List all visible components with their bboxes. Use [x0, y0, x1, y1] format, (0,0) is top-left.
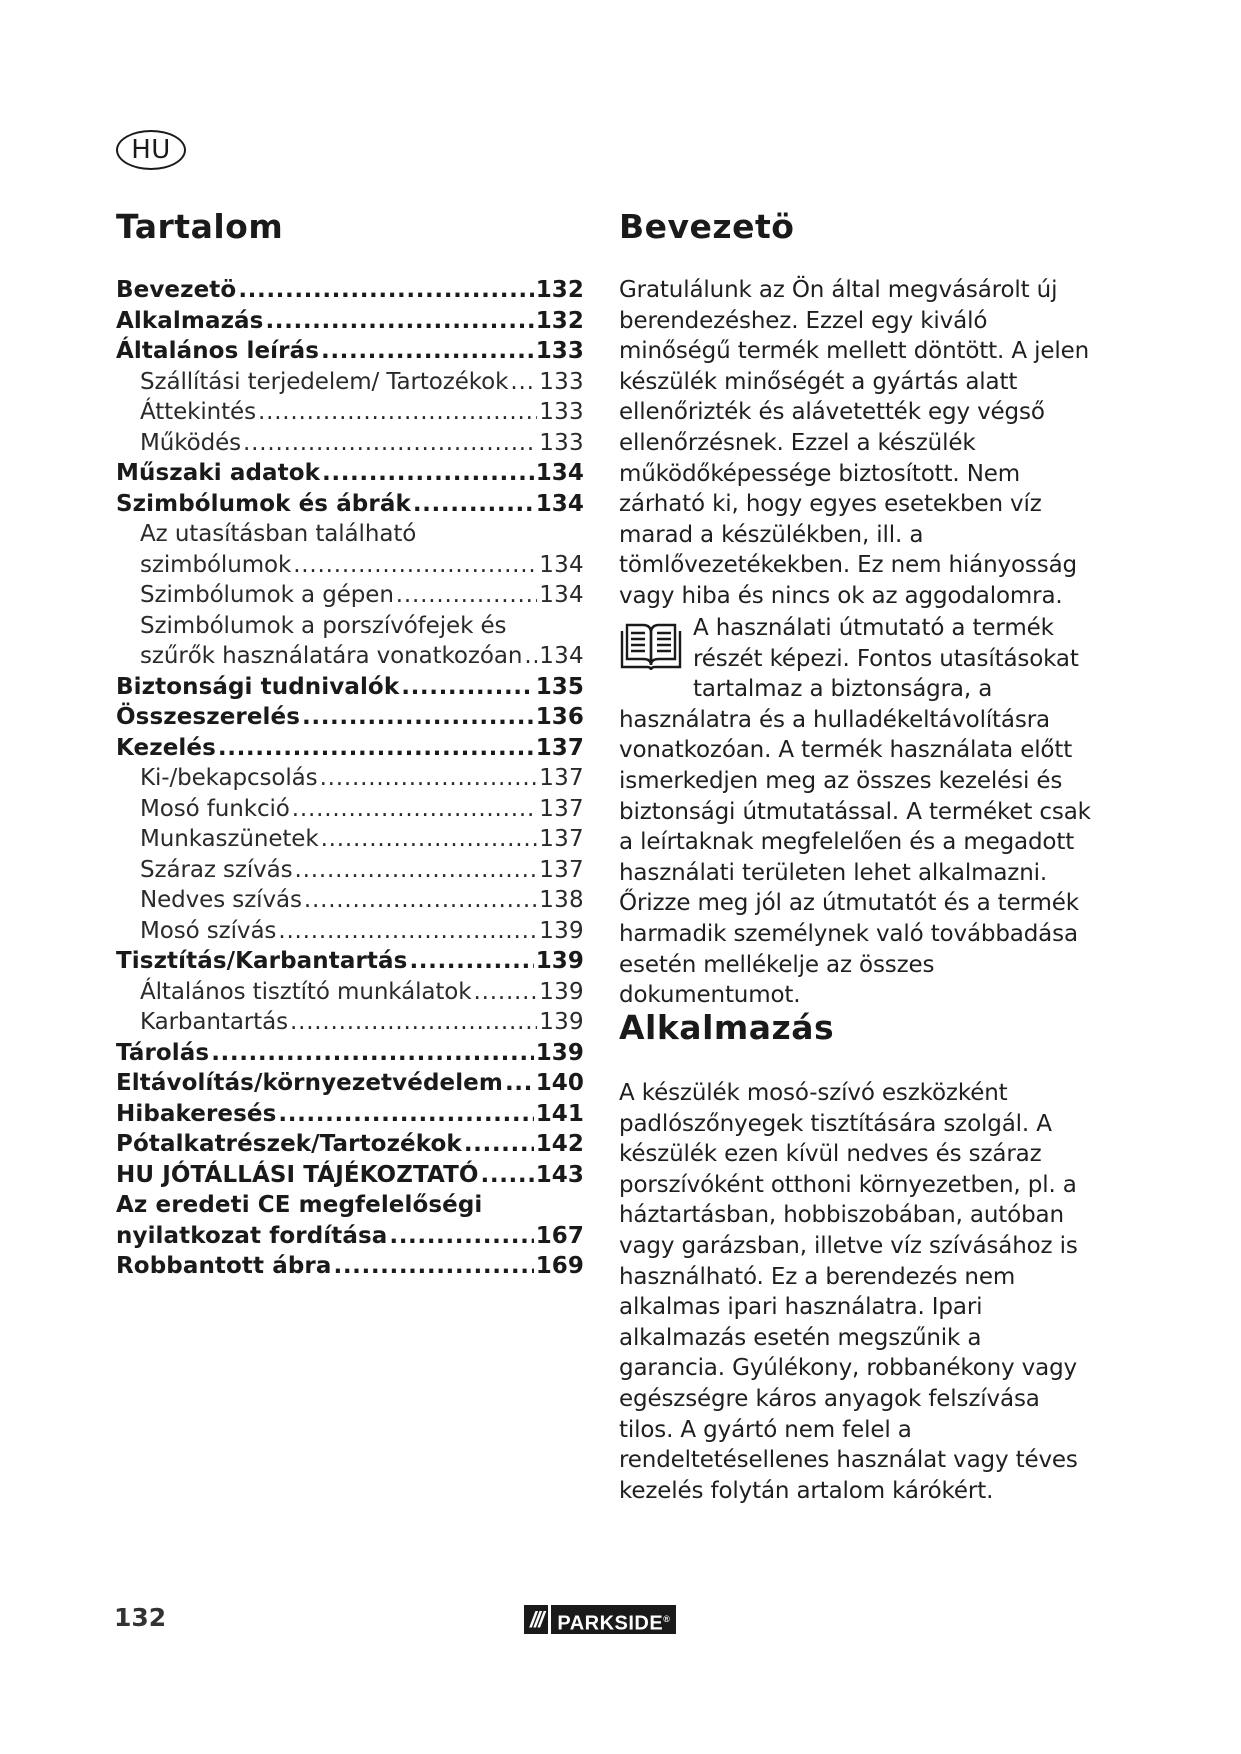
parkside-logo [524, 1605, 676, 1634]
toc-leader-dots [218, 735, 534, 761]
toc-entry-page: 169 [535, 1253, 584, 1279]
toc-leader-dots [243, 430, 537, 456]
toc-entry [116, 735, 584, 766]
intro-title: Bevezetö [619, 207, 795, 246]
toc-entry-page: 138 [539, 887, 584, 913]
page-number: 132 [114, 1603, 167, 1632]
toc-entry-page: 133 [539, 399, 584, 425]
toc-entry [116, 521, 584, 552]
toc-entry [116, 613, 584, 644]
toc-entry-label: Az utasításban található [140, 521, 417, 547]
toc-entry [116, 1040, 584, 1071]
toc-leader-dots [321, 826, 538, 852]
toc-entry-label: Mosó funkció [140, 795, 290, 822]
toc-entry-page: 139 [539, 978, 584, 1005]
toc-entry [116, 1223, 584, 1254]
toc-entry-page: 134 [535, 460, 584, 486]
toc-entry-label: Karbantartás [140, 1009, 288, 1035]
toc-entry-page: 137 [535, 734, 584, 761]
toc-entry-page: 134 [539, 582, 584, 608]
usage-title: Alkalmazás [619, 1008, 835, 1047]
toc-leader-dots [510, 369, 537, 395]
toc-entry-page: 167 [535, 1222, 584, 1249]
toc-entry [116, 643, 584, 674]
toc-entry-page: 133 [539, 429, 584, 456]
toc-leader-dots [481, 1162, 534, 1188]
toc-entry [116, 491, 584, 522]
toc-entry [116, 430, 584, 461]
intro-text [619, 275, 1094, 612]
toc-entry-label: Tisztítás/Karbantartás [116, 948, 408, 974]
toc-entry [116, 308, 584, 339]
toc-entry [116, 1070, 584, 1101]
toc-entry [116, 857, 584, 888]
toc-entry [116, 338, 584, 369]
logo-brand: PARKSIDE® [557, 1612, 671, 1635]
toc-leader-dots [295, 857, 538, 883]
toc-entry-label: Ki-/bekapcsolás [140, 765, 318, 791]
toc-leader-dots [322, 460, 534, 486]
toc-entry-page: 134 [535, 490, 584, 517]
toc-entry-label: Száraz szívás [140, 856, 293, 883]
toc-entry [116, 796, 584, 827]
toc-entry-page: 133 [539, 368, 584, 395]
toc-entry-label: Tárolás [116, 1039, 210, 1066]
toc-leader-dots [293, 552, 537, 578]
toc-entry-page: 139 [535, 1039, 584, 1066]
manual-note [619, 613, 1094, 1011]
toc-entry-label: Alkalmazás [116, 307, 264, 334]
language-badge: HU [116, 130, 186, 170]
toc-entry-label: szimbólumok [140, 551, 292, 578]
intro-paragraph: Gratulálunk az Ön által megvásárolt új berendezéshez. Ezzel egy kiváló minőségű termék mellett döntött. A jelen készülék minőségét a gyártás alatt ellenőrizték és alávetették egy végső ellenőrzésnek. Ezzel a készülék működőképessége biztosított. Nem zárható ki, hogy egyes esetekben víz marad a készülékben, ill. a tömlővezetékekben. Ez nem hiányosság vagy hiba és nincs ok az aggodalomra. [619, 277, 1090, 609]
toc-entry [116, 887, 584, 918]
toc-entry-label: Áttekintés [140, 399, 256, 425]
toc-leader-dots [304, 887, 537, 913]
toc-entry-page: 141 [535, 1100, 584, 1127]
toc-entry [116, 979, 584, 1010]
toc-leader-dots [290, 1009, 537, 1035]
toc-entry-page: 137 [539, 856, 584, 883]
toc-leader-dots [401, 674, 533, 700]
toc-entry-label: Mosó szívás [140, 917, 277, 944]
toc-entry-page: 142 [535, 1131, 584, 1157]
toc-entry-page: 137 [539, 765, 584, 791]
toc-entry [116, 1253, 584, 1284]
toc-entry-label: Pótalkatrészek/Tartozékok [116, 1131, 462, 1157]
toc-entry-page: 134 [539, 643, 584, 669]
toc-leader-dots [320, 765, 538, 791]
toc-entry-page: 137 [539, 826, 584, 852]
note-paragraph: A használati útmutató a termék részét képezi. Fontos utasításokat tartalmaz a biztonságra, a használatra és a hulladékeltávolításra vonatkozóan. A termék használata előtt ismerkedjen meg az összes kezelési és biztonsági útmutatással. A terméket csak a leírtaknak megfelelően és a megadott használati területen lehet alkalmazni. Őrizze meg jól az útmutatót és a termék harmadik személynek való továbbadása esetén mellékelje az összes dokumentumot. [619, 615, 1091, 1009]
toc-entry-label: Biztonsági tudnivalók [116, 673, 400, 700]
toc-entry-page: 139 [539, 917, 584, 944]
toc-entry [116, 674, 584, 705]
toc-entry [116, 918, 584, 949]
toc-leader-dots [292, 796, 537, 822]
toc-entry-label: Működés [140, 429, 242, 456]
toc-leader-dots [278, 1101, 533, 1127]
usage-text [619, 1078, 1094, 1506]
usage-paragraph: A készülék mosó-szívó eszközként padlószőnyegek tisztítására szolgál. A készülék ezen kívül nedves és száraz porszívóként otthoni környezetben, pl. a háztartásban, hobbiszobában, autóban vagy garázsban, illetve víz szívásához is használható. Ez a berendezés nem alkalmas ipari használatra. Ipari alkalmazás esetén megszűnik a garancia. Gyúlékony, robbanékony vagy egészségre káros anyagok felszívása tilos. A gyártó nem felel a rendeltetésellenes használat vagy téves kezelés folytán artalom kárókért. [619, 1080, 1078, 1504]
toc-leader-dots [474, 979, 538, 1005]
toc-leader-dots [321, 338, 534, 364]
toc-entry [116, 765, 584, 796]
toc-entry-page: 134 [539, 551, 584, 578]
toc-entry [116, 1009, 584, 1040]
toc-leader-dots [238, 277, 533, 303]
book-icon [619, 621, 683, 671]
toc-entry-page: 139 [535, 948, 584, 974]
toc-entry-page: 132 [535, 277, 584, 303]
toc-entry [116, 277, 584, 308]
toc-leader-dots [302, 704, 534, 730]
logo-slashes: /// [524, 1605, 551, 1634]
toc-entry [116, 399, 584, 430]
toc-leader-dots [389, 1223, 533, 1249]
toc-entry-label: Összeszerelés [116, 704, 301, 730]
toc-entry-page: 140 [535, 1070, 584, 1096]
toc-entry-label: Szimbólumok a gépen [140, 582, 394, 608]
toc-entry [116, 1192, 584, 1223]
toc-entry-page: 139 [539, 1009, 584, 1035]
toc-leader-dots [211, 1040, 534, 1066]
toc-entry [116, 704, 584, 735]
toc-entry-label: HU JÓTÁLLÁSI TÁJÉKOZTATÓ [116, 1161, 479, 1188]
toc-entry-page: 136 [535, 704, 584, 730]
toc-entry [116, 460, 584, 491]
toc-leader-dots [278, 918, 537, 944]
toc-entry [116, 582, 584, 613]
toc-entry-label: Az eredeti CE megfelelőségi [116, 1192, 483, 1218]
toc-entry-page: 132 [535, 307, 584, 334]
toc-entry-label: Eltávolítás/környezetvédelem [116, 1070, 503, 1096]
toc-leader-dots [333, 1253, 533, 1279]
toc-entry [116, 552, 584, 583]
toc-entry-label: Általános leírás [116, 338, 319, 364]
toc-entry-label: Munkaszünetek [140, 826, 319, 852]
toc-entry-label: Szimbólumok és ábrák [116, 490, 411, 517]
toc-entry-label: Általános tisztító munkálatok [140, 978, 472, 1005]
toc-entry [116, 1131, 584, 1162]
toc-leader-dots [258, 399, 537, 425]
toc-leader-dots [409, 948, 533, 974]
toc-entry-page: 143 [535, 1161, 584, 1188]
toc-leader-dots [396, 582, 537, 608]
toc-entry-label: Szállítási terjedelem/ Tartozékok [140, 368, 509, 395]
toc-entry-label: Szimbólumok a porszívófejek és [140, 612, 507, 639]
toc-entry-page: 135 [535, 673, 584, 700]
table-of-contents [116, 277, 584, 1284]
toc-entry-label: Nedves szívás [140, 887, 302, 913]
toc-entry [116, 369, 584, 400]
toc-entry-label: Robbantott ábra [116, 1253, 332, 1279]
toc-leader-dots [413, 491, 534, 517]
toc-entry-label: Kezelés [116, 734, 216, 761]
toc-entry-label: szűrők használatára vonatkozóan [140, 643, 523, 669]
toc-entry [116, 1101, 584, 1132]
toc-title: Tartalom [116, 207, 284, 246]
toc-entry [116, 826, 584, 857]
toc-entry-page: 137 [539, 795, 584, 822]
toc-entry [116, 948, 584, 979]
toc-entry-label: Hibakeresés [116, 1100, 277, 1127]
toc-entry-page: 133 [535, 338, 584, 364]
toc-leader-dots [265, 308, 533, 334]
toc-entry [116, 1162, 584, 1193]
toc-entry-label: Bevezetö [116, 277, 237, 303]
toc-leader-dots [524, 643, 537, 669]
toc-entry-label: nyilatkozat fordítása [116, 1222, 388, 1249]
toc-leader-dots [464, 1131, 534, 1157]
toc-entry-label: Műszaki adatok [116, 460, 321, 486]
toc-leader-dots [505, 1070, 534, 1096]
